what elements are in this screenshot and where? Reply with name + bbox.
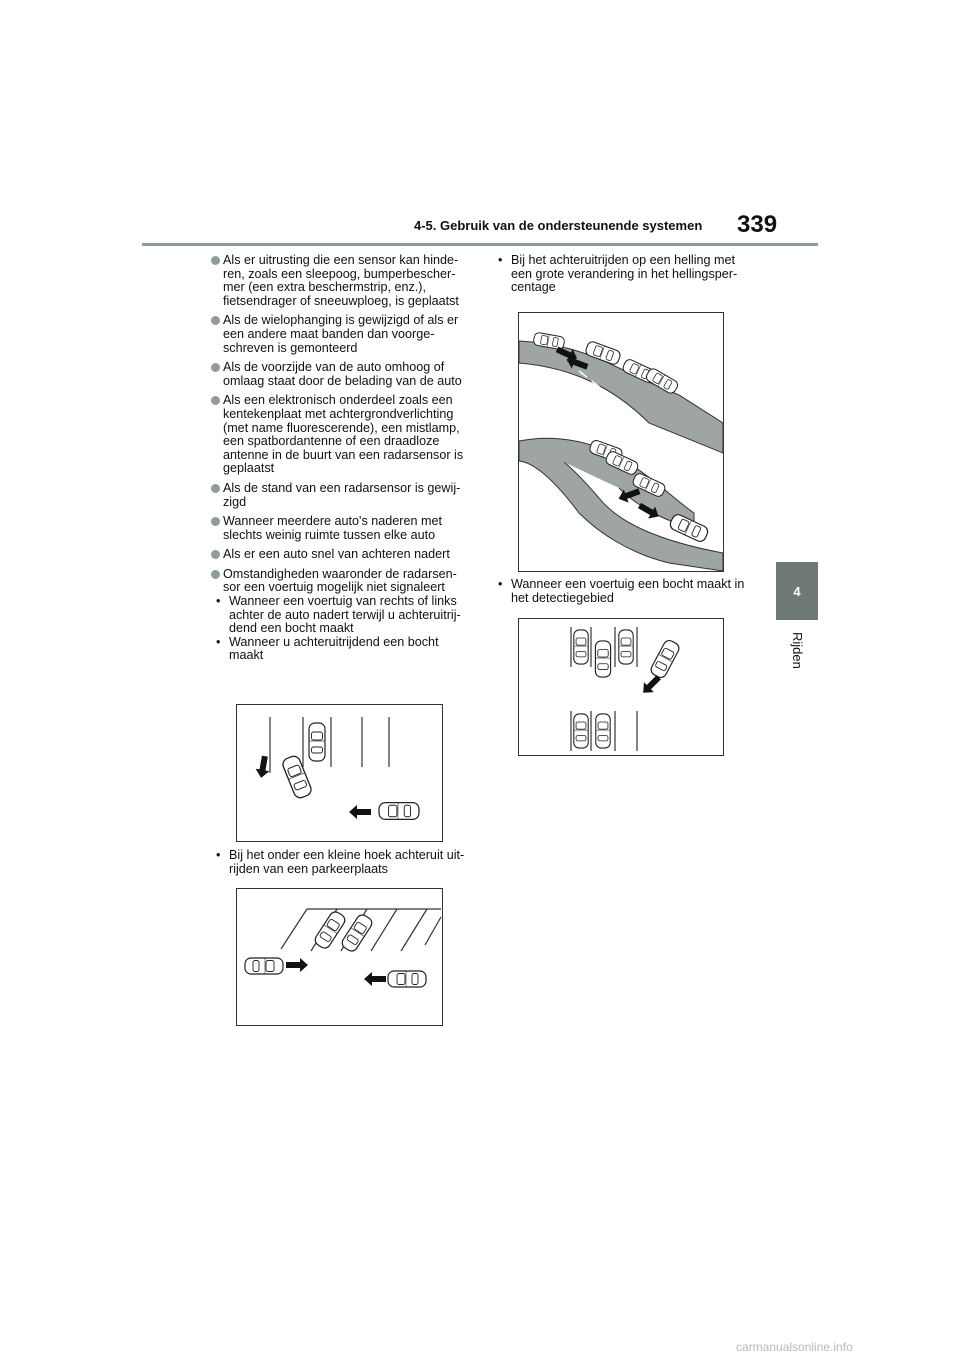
arrow-icon [254, 755, 272, 779]
bullet-icon [211, 316, 220, 325]
turning-car-icon [649, 638, 681, 679]
header-divider [142, 243, 818, 246]
list-item: Als de wielophanging is gewijzigd of als er een andere maat banden dan voorge-schreven is gemonteerd [211, 314, 473, 355]
reversing-car-icon [281, 754, 313, 799]
parked-car-icon [619, 630, 633, 664]
sub-bullet-icon: • [498, 253, 503, 267]
figure-angle-exit [236, 888, 443, 1026]
list-item: Als er uitrusting die een sensor kan hinde-ren, zoals een sleepoog, bumperbescher-mer (een extra beschermstrip, enz.), fietsendrager of sneeuwploeg, is geplaatst [211, 254, 473, 308]
chapter-tab[interactable] [776, 562, 818, 620]
bullet-icon [211, 550, 220, 559]
parked-car-icon [309, 723, 325, 761]
bullet-icon [211, 256, 220, 265]
figure-turning-detection [518, 618, 724, 756]
bullet-icon [211, 363, 220, 372]
list-item: Als een elektronisch onderdeel zoals een kentekenplaat met achtergrondverlichting (met name fluorescerende), een mistlamp, een spatbordantenne of een draadloze antenne in de buurt van een radarsensor is geplaatst [211, 394, 473, 476]
figure-reverse-turn-svg [237, 705, 442, 841]
arrow-icon [364, 972, 386, 986]
list-item: Wanneer meerdere auto's naderen met slechts weinig ruimte tussen elke auto [211, 515, 473, 542]
arrow-icon [349, 805, 371, 819]
sub-bullet-icon: • [216, 634, 221, 649]
list-item: Omstandigheden waaronder de radarsen-sor een voertuig mogelijk niet signaleert [211, 568, 473, 595]
sub-list-item: • Wanneer u achteruitrijdend een bocht maakt [216, 634, 439, 663]
right-column [493, 254, 755, 295]
parked-car-icon [596, 714, 610, 748]
figure-turning-detection-svg [519, 619, 723, 755]
parked-car-icon [574, 714, 588, 748]
page-number: 339 [737, 211, 778, 238]
figure-reverse-turn [236, 704, 443, 842]
bullet-icon [211, 517, 220, 526]
bullet-icon [211, 570, 220, 579]
sub-bullet-icon: • [216, 848, 221, 862]
chapter-label: Rijden [790, 632, 805, 669]
bullet-icon [211, 396, 220, 405]
left-column [211, 254, 473, 663]
figure-slope [518, 312, 724, 572]
caption-slope: • Bij het achteruitrijden op een helling met een grote verandering in het hellingsper-centage [498, 253, 738, 295]
watermark: carmanualsonline.info [736, 1340, 853, 1354]
figure-angle-exit-svg [237, 889, 442, 1025]
road-upper [519, 341, 723, 453]
list-item: Als de voorzijde van de auto omhoog of omlaag staat door de belading van de auto [211, 361, 473, 388]
list-item: Als er een auto snel van achteren nadert [211, 548, 473, 562]
caption-angle-exit: • Bij het onder een kleine hoek achteruit uit-rijden van een parkeerplaats [216, 848, 465, 876]
bullet-icon [211, 484, 220, 493]
sub-bullet-icon: • [216, 594, 221, 609]
caption-turning: • Wanneer een voertuig een bocht maakt in het detectiegebied [498, 577, 745, 605]
approaching-car-icon [379, 803, 419, 820]
arrow-icon [286, 958, 308, 972]
parked-car-icon [574, 630, 588, 664]
sub-bullet-icon: • [498, 577, 503, 591]
parked-car-icon [595, 641, 610, 677]
exiting-car-icon [245, 958, 283, 974]
chapter-number: 4 [793, 583, 801, 599]
approaching-car-icon [388, 971, 426, 987]
list-item: Als de stand van een radarsensor is gewij-zigd [211, 482, 473, 509]
figure-slope-svg [519, 313, 723, 571]
sub-list-item: • Wanneer een voertuig van rechts of links achter de auto nadert terwijl u achteruitrij-dend een bocht maakt [216, 594, 461, 636]
section-title: 4-5. Gebruik van de ondersteunende systemen [414, 218, 703, 233]
